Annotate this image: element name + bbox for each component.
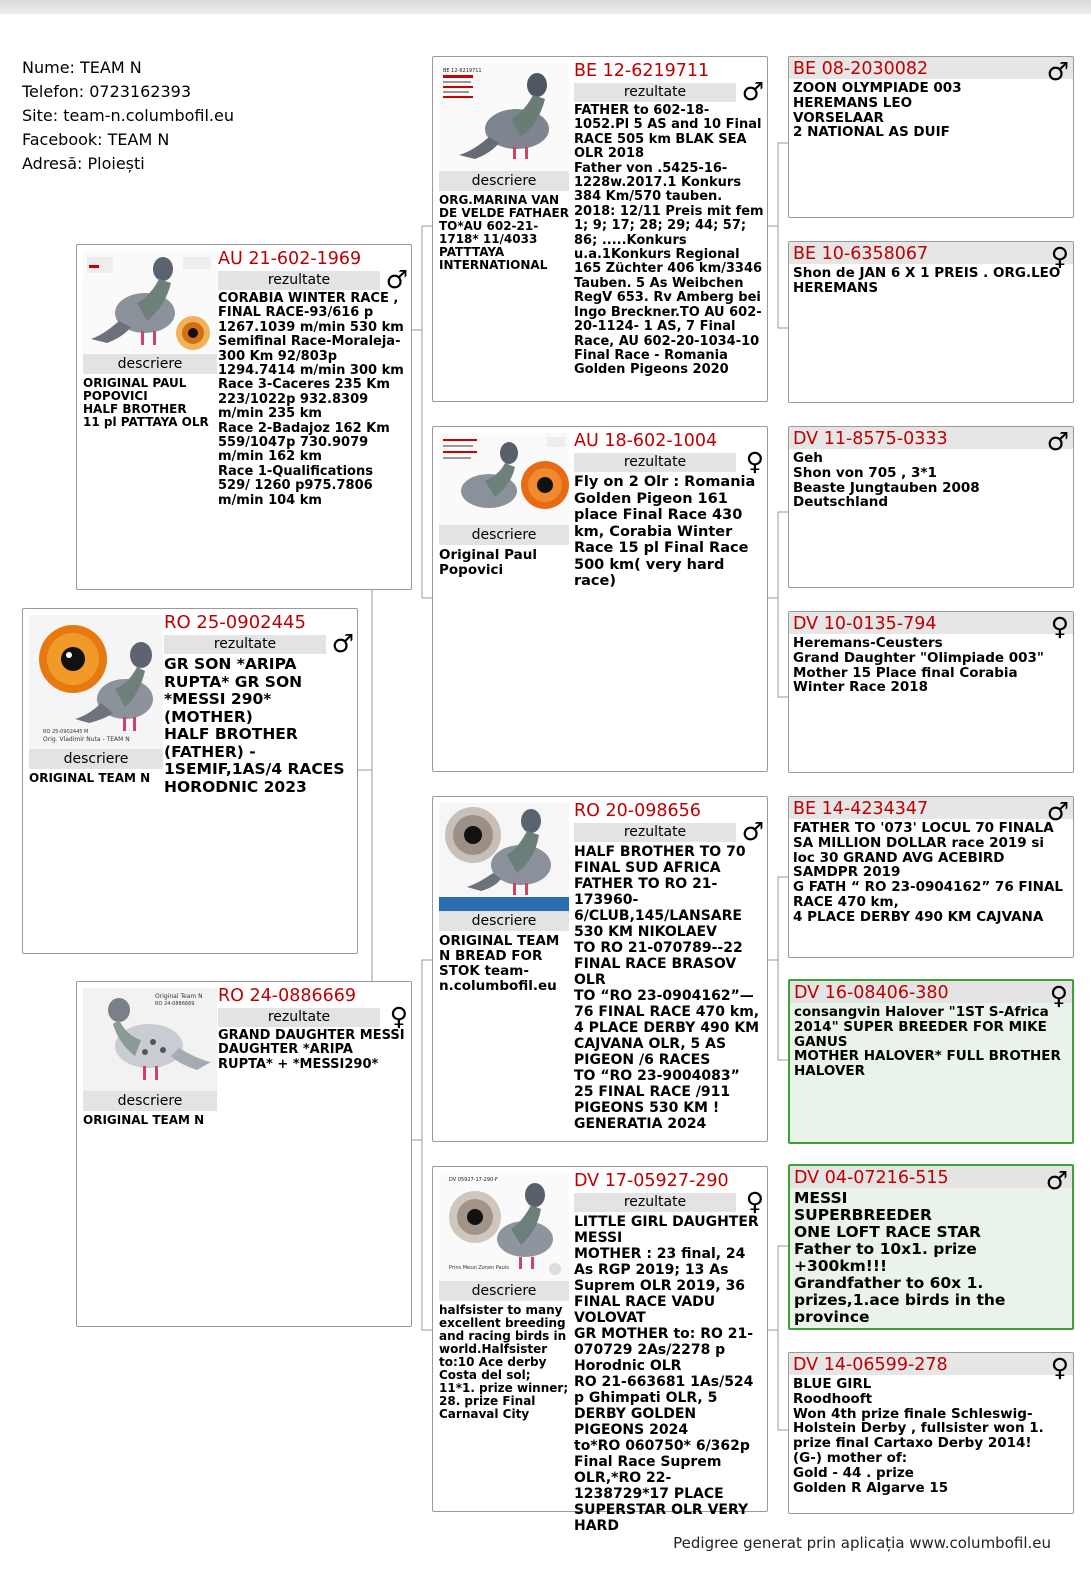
male-icon: ♂ xyxy=(741,817,764,846)
ring-number[interactable]: RO 25-0902445 xyxy=(164,612,306,633)
pigeon-image xyxy=(439,1173,569,1281)
results-button[interactable]: rezultate xyxy=(218,271,380,290)
pigeon-card-mmf[interactable] xyxy=(788,1164,1074,1330)
description-button[interactable]: descriere xyxy=(439,171,569,191)
pigeon-image xyxy=(83,251,217,354)
pigeon-card-fff[interactable] xyxy=(788,56,1074,218)
description-text: ORG.MARINA VAN DE VELDE FATHAER TO*AU 602-21-1718* 11/4033 PATTTAYA INTERNATIONAL xyxy=(439,193,569,272)
description-text: ORIGINAL TEAM N xyxy=(29,771,151,785)
photo-ring: RO 25-0902445 M xyxy=(43,729,89,735)
pigeon-card-subject[interactable] xyxy=(22,608,358,954)
female-icon: ♀ xyxy=(745,447,764,476)
pigeon-info: FATHER TO '073' LOCUL 70 FINALA SA MILLION DOLLAR race 2019 si loc 30 GRAND AVG ACEBIRD SAMDPR 2019 G FATH “ RO 23-0904162” 76 FINAL RACE 470 km, 4 PLACE DERBY 490 KM CAJVANA xyxy=(793,820,1063,925)
description-button[interactable]: descriere xyxy=(439,525,569,545)
ring-number[interactable]: DV 04-07216-515 xyxy=(790,1166,1072,1188)
pigeon-info: HALF BROTHER TO 70 FINAL SUD AFRICA FATHER TO RO 21-173960-6/CLUB,145/LANSARE 530 KM NIKOLAEV TO RO 21-070789--22 FINAL RACE BRASOV OLR TO “RO 23-0904162”—76 FINAL RACE 470 km, 4 PLACE DERBY 490 KM CAJVANA OLR, 5 AS PIGEON /6 RACES TO “RO 23-9004083” 25 FINAL RACE /911 PIGEONS 530 KM ! GENERATIA 2024 xyxy=(574,844,760,1132)
pigeon-card-fm[interactable] xyxy=(432,426,768,772)
pigeon-image xyxy=(83,988,217,1091)
pigeon-photo[interactable] xyxy=(439,803,569,911)
pigeon-card-ffm[interactable] xyxy=(788,241,1074,403)
ring-number[interactable]: BE 14-4234347 xyxy=(789,797,1073,819)
pigeon-image xyxy=(439,433,569,525)
results-button[interactable]: rezultate xyxy=(574,1193,736,1212)
results-button[interactable]: rezultate xyxy=(574,823,736,842)
photo-caption: Prins Messi Zonen Pauls xyxy=(449,1265,509,1271)
pigeon-card-fmm[interactable] xyxy=(788,611,1074,773)
description-text: ORIGINAL TEAM N xyxy=(83,1113,205,1127)
pigeon-image xyxy=(439,803,569,911)
description-text: ORIGINAL TEAM N BREAD FOR STOK team-n.columbofil.eu xyxy=(439,933,560,994)
pigeon-info: Heremans-Ceusters Grand Daughter "Olimpiade 003" Mother 15 Place final Corabia Winter Race 2018 xyxy=(793,635,1044,696)
owner-name: Nume: TEAM N xyxy=(22,58,142,77)
ring-number[interactable]: DV 14-06599-278 xyxy=(789,1353,1073,1375)
photo-ring: DV 05927-17-290-F xyxy=(449,1177,498,1183)
description-button[interactable]: descriere xyxy=(439,911,569,931)
ring-number[interactable]: DV 17-05927-290 xyxy=(574,1171,729,1191)
ring-number[interactable]: BE 10-6358067 xyxy=(789,242,1073,264)
photo-caption: Original Team N xyxy=(155,993,203,1000)
results-button[interactable]: rezultate xyxy=(574,453,736,472)
photo-caption: Orig. Vladimir Nuta - TEAM N xyxy=(43,736,130,743)
female-icon: ♀ xyxy=(1050,242,1069,271)
pigeon-card-mmm[interactable] xyxy=(788,1352,1074,1514)
owner-address: Adresă: Ploiești xyxy=(22,154,145,173)
male-icon: ♂ xyxy=(1046,797,1069,826)
ring-number[interactable]: RO 20-098656 xyxy=(574,801,701,821)
results-button[interactable]: rezultate xyxy=(218,1008,380,1027)
pigeon-card-mf[interactable] xyxy=(432,796,768,1142)
pigeon-info: GR SON *ARIPA RUPTA* GR SON *MESSI 290* (MOTHER) HALF BROTHER (FATHER) - 1SEMIF,1AS/4 RACES HORODNIC 2023 xyxy=(164,655,345,796)
pigeon-info: BLUE GIRL Roodhooft Won 4th prize finale Schleswig-Holstein Derby , fullsister won 1. prize final Cartaxo Derby 2014! (G-) mother of: Gold - 44 . prize Golden R Algarve 15 xyxy=(793,1376,1044,1496)
pigeon-info: CORABIA WINTER RACE , FINAL RACE-93/616 p 1267.1039 m/min 530 km Semifinal Race-Moraleja-300 Km 92/803p 1294.7414 m/min 300 km Race 3-Caceres 235 Km 223/1022p 932.8309 m/min 235 km Race 2-Badajoz 162 Km 559/1047p 730.9079 m/min 162 km Race 1-Qualifications 529/ 1260 p975.7806 m/min 104 km xyxy=(218,291,404,508)
pigeon-info: Shon de JAN 6 X 1 PREIS . ORG.LEO HEREMANS xyxy=(793,265,1061,296)
results-button[interactable]: rezultate xyxy=(164,635,326,654)
pigeon-card-fmf[interactable] xyxy=(788,426,1074,588)
pigeon-card-ff[interactable] xyxy=(432,56,768,402)
ring-number[interactable]: BE 08-2030082 xyxy=(789,57,1073,79)
description-button[interactable]: descriere xyxy=(83,354,217,374)
description-text: ORIGINAL PAUL POPOVICI HALF BROTHER 11 pl PATTAYA OLR xyxy=(83,376,209,429)
pigeon-photo[interactable] xyxy=(439,63,569,171)
pigeon-image xyxy=(439,63,569,171)
pigeon-info: consangvin Halover "1ST S-Africa 2014" SUPER BREEDER FOR MIKE GANUS MOTHER HALOVER* FULL BROTHER HALOVER xyxy=(794,1004,1061,1080)
results-button[interactable]: rezultate xyxy=(574,83,736,102)
photo-ring: BE 12-6219711 xyxy=(443,68,482,74)
owner-phone: Telefon: 0723162393 xyxy=(22,82,192,101)
pigeon-photo[interactable] xyxy=(439,433,569,525)
pigeon-photo[interactable] xyxy=(439,1173,569,1281)
pigeon-photo[interactable] xyxy=(29,615,163,749)
description-text: halfsister to many excellent breeding and racing birds in world.Halfsister to:10 Ace derby Costa del sol; 11*1. prize winner; 28. prize Final Carnaval City xyxy=(439,1303,569,1421)
male-icon: ♂ xyxy=(741,77,764,106)
ring-number[interactable]: DV 10-0135-794 xyxy=(789,612,1073,634)
description-button[interactable]: descriere xyxy=(83,1091,217,1111)
description-text: Original Paul Popovici xyxy=(439,547,537,578)
photo-ring: RO 24-0886669 xyxy=(155,1001,195,1007)
description-button[interactable]: descriere xyxy=(439,1281,569,1301)
female-icon: ♀ xyxy=(745,1187,764,1216)
female-icon: ♀ xyxy=(1050,612,1069,641)
ring-number[interactable]: BE 12-6219711 xyxy=(574,61,710,81)
pigeon-card-mother[interactable] xyxy=(76,981,412,1327)
male-icon: ♂ xyxy=(385,265,408,294)
pigeon-info: ZOON OLYMPIADE 003 HEREMANS LEO VORSELAAR 2 NATIONAL AS DUIF xyxy=(793,80,962,141)
footer-credit: Pedigree generat prin aplicația www.columbofil.eu xyxy=(673,1534,1051,1552)
pigeon-info: MESSI SUPERBREEDER ONE LOFT RACE STAR Father to 10x1. prize +300km!!! Grandfather to 60x 1. prizes,1.ace birds in the province xyxy=(794,1189,1006,1326)
ring-number[interactable]: DV 11-8575-0333 xyxy=(789,427,1073,449)
male-icon: ♂ xyxy=(1045,1166,1068,1195)
female-icon: ♀ xyxy=(389,1002,408,1031)
pigeon-info: LITTLE GIRL DAUGHTER MESSI MOTHER : 23 final, 24 As RGP 2019; 13 As Suprem OLR 2019, 36 FINAL RACE VADU VOLOVAT GR MOTHER to: RO 21-070729 2As/2278 p Horodnic OLR RO 21-663681 1As/524 p Ghimpati OLR, 5 DERBY GOLDEN PIGEONS 2024 to*RO 060750* 6/362p Final Race Suprem OLR,*RO 22-1238729*17 PLACE SUPERSTAR OLR VERY HARD xyxy=(574,1214,759,1534)
pigeon-photo[interactable] xyxy=(83,251,217,354)
owner-site: Site: team-n.columbofil.eu xyxy=(22,106,234,125)
pigeon-info: FATHER to 602-18-1052.Pl 5 AS and 10 Final RACE 505 km BLAK SEA OLR 2018 Father von .5425-16-1228w.2017.1 Konkurs 384 Km/570 tauben. 2018: 12/11 Preis mit fem 1; 9; 17; 28; 29; 44; 57; 86; .....Konkurs u.a.1Konkurs Regional 165 Züchter 406 km/3346 Tauben. 5 As Weibchen RegV 653. Rv Amberg bei Ingo Breckner.TO AU 602-20-1124- 1 AS, 7 Final Race, AU 602-20-1034-10 Final Race - Romania Golden Pigeons 2020 xyxy=(574,103,764,378)
male-icon: ♂ xyxy=(1046,427,1069,456)
female-icon: ♀ xyxy=(1049,981,1068,1010)
pigeon-card-mff[interactable] xyxy=(788,796,1074,958)
pigeon-photo[interactable] xyxy=(83,988,217,1091)
pigeon-info: Geh Shon von 705 , 3*1 Beaste Jungtauben 2008 Deutschland xyxy=(793,450,980,511)
male-icon: ♂ xyxy=(331,629,354,658)
ring-number[interactable]: AU 21-602-1969 xyxy=(218,249,362,269)
description-button[interactable]: descriere xyxy=(29,749,163,769)
pigeon-info: GRAND DAUGHTER MESSI DAUGHTER *ARIPA RUPTA* + *MESSI290* xyxy=(218,1028,405,1072)
pigeon-card-mfm[interactable] xyxy=(788,979,1074,1144)
pigeon-image xyxy=(29,615,163,749)
pigeon-card-father[interactable] xyxy=(76,244,412,590)
pigeon-info: Fly on 2 Olr : Romania Golden Pigeon 161 place Final Race 430 km, Corabia Winter Race 15 pl Final Race 500 km( very hard race) xyxy=(574,474,756,589)
ring-number[interactable]: RO 24-0886669 xyxy=(218,986,357,1006)
female-icon: ♀ xyxy=(1050,1353,1069,1382)
owner-facebook: Facebook: TEAM N xyxy=(22,130,170,149)
ring-number[interactable]: DV 16-08406-380 xyxy=(790,981,1072,1003)
ring-number[interactable]: AU 18-602-1004 xyxy=(574,431,718,451)
male-icon: ♂ xyxy=(1046,57,1069,86)
pigeon-card-mm[interactable] xyxy=(432,1166,768,1534)
